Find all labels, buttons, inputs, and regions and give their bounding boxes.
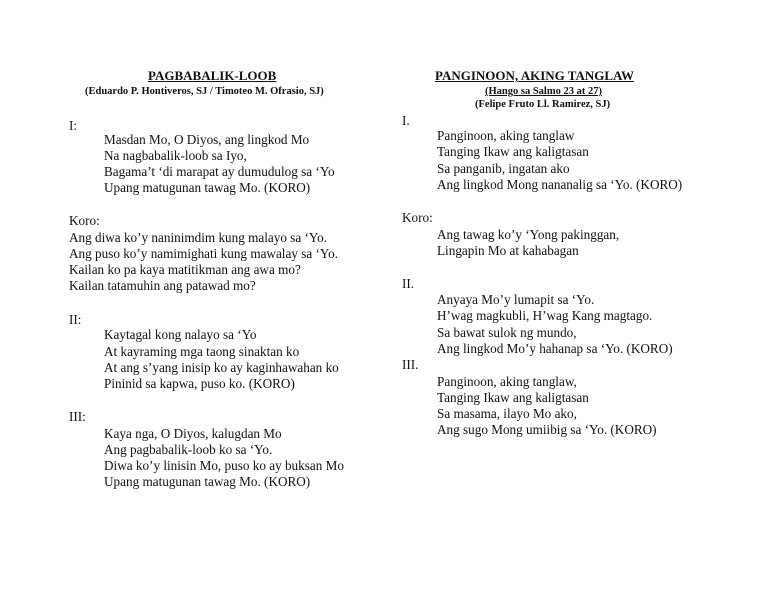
verse-label: III. bbox=[402, 357, 419, 372]
verse-label: I: bbox=[69, 118, 78, 133]
verse-line: Anyaya Mo’y lumapit sa ‘Yo. bbox=[437, 292, 595, 307]
chorus-line: Lingapin Mo at kahabagan bbox=[437, 243, 579, 258]
verse-line: Upang matugunan tawag Mo. (KORO) bbox=[104, 474, 311, 489]
verse-line: Upang matugunan tawag Mo. (KORO) bbox=[104, 180, 311, 195]
verse-line: Panginoon, aking tanglaw bbox=[437, 128, 575, 143]
verse-line: Sa panganib, ingatan ako bbox=[437, 161, 570, 176]
chorus-line: Ang puso ko’y namimighati kung mawalay sa ‘Yo. bbox=[69, 246, 338, 261]
verse-line: Panginoon, aking tanglaw, bbox=[437, 374, 577, 389]
chorus-line: Kailan tatamuhin ang patawad mo? bbox=[69, 278, 256, 293]
chorus-line: Kailan ko pa kaya matitikman ang awa mo? bbox=[69, 262, 301, 277]
verse-label: III: bbox=[69, 409, 86, 424]
verse-line: Ang sugo Mong umiibig sa ‘Yo. (KORO) bbox=[437, 422, 657, 437]
verse-line: Kaya nga, O Diyos, kalugdan Mo bbox=[104, 426, 282, 441]
verse-label: I. bbox=[402, 113, 410, 128]
verse-line: Masdan Mo, O Diyos, ang lingkod Mo bbox=[104, 132, 310, 147]
song-source: (Hango sa Salmo 23 at 27) bbox=[485, 86, 602, 97]
chorus-label: Koro: bbox=[402, 210, 433, 225]
verse-line: Kaytagal kong nalayo sa ‘Yo bbox=[104, 327, 257, 342]
verse-line: H’wag magkubli, H’wag Kang magtago. bbox=[437, 308, 653, 323]
chorus-line: Ang diwa ko’y naninimdim kung malayo sa ‘Yo. bbox=[69, 230, 327, 245]
verse-line: Tanging Ikaw ang kaligtasan bbox=[437, 390, 589, 405]
verse-line: At ang s’yang inisip ko ay kaginhawahan ko bbox=[104, 360, 339, 375]
verse-line: Sa masama, ilayo Mo ako, bbox=[437, 406, 577, 421]
verse-line: Na nagbabalik-loob sa Iyo, bbox=[104, 148, 247, 163]
verse-line: Ang pagbabalik-loob ko sa ‘Yo. bbox=[104, 442, 273, 457]
verse-line: Diwa ko’y linisin Mo, puso ko ay buksan Mo bbox=[104, 458, 344, 473]
verse-line: Ang lingkod Mong nananalig sa ‘Yo. (KORO) bbox=[437, 177, 683, 192]
chorus-label: Koro: bbox=[69, 213, 100, 228]
song-authors: (Eduardo P. Hontiveros, SJ / Timoteo M. Ofrasio, SJ) bbox=[85, 86, 324, 97]
song-title: PAGBABALIK-LOOB bbox=[148, 68, 277, 83]
song-authors: (Felipe Fruto Ll. Ramirez, SJ) bbox=[475, 99, 611, 110]
verse-line: Ang lingkod Mo’y hahanap sa ‘Yo. (KORO) bbox=[437, 341, 673, 356]
verse-line: At kayraming mga taong sinaktan ko bbox=[104, 344, 300, 359]
verse-line: Pininid sa kapwa, puso ko. (KORO) bbox=[104, 376, 295, 391]
verse-line: Tanging Ikaw ang kaligtasan bbox=[437, 144, 589, 159]
verse-line: Bagama’t ‘di marapat ay dumudulog sa ‘Yo bbox=[104, 164, 335, 179]
chorus-line: Ang tawag ko’y ‘Yong pakinggan, bbox=[437, 227, 620, 242]
verse-label: II: bbox=[69, 312, 82, 327]
song-title: PANGINOON, AKING TANGLAW bbox=[435, 68, 634, 83]
verse-line: Sa bawat sulok ng mundo, bbox=[437, 325, 577, 340]
verse-label: II. bbox=[402, 276, 415, 291]
